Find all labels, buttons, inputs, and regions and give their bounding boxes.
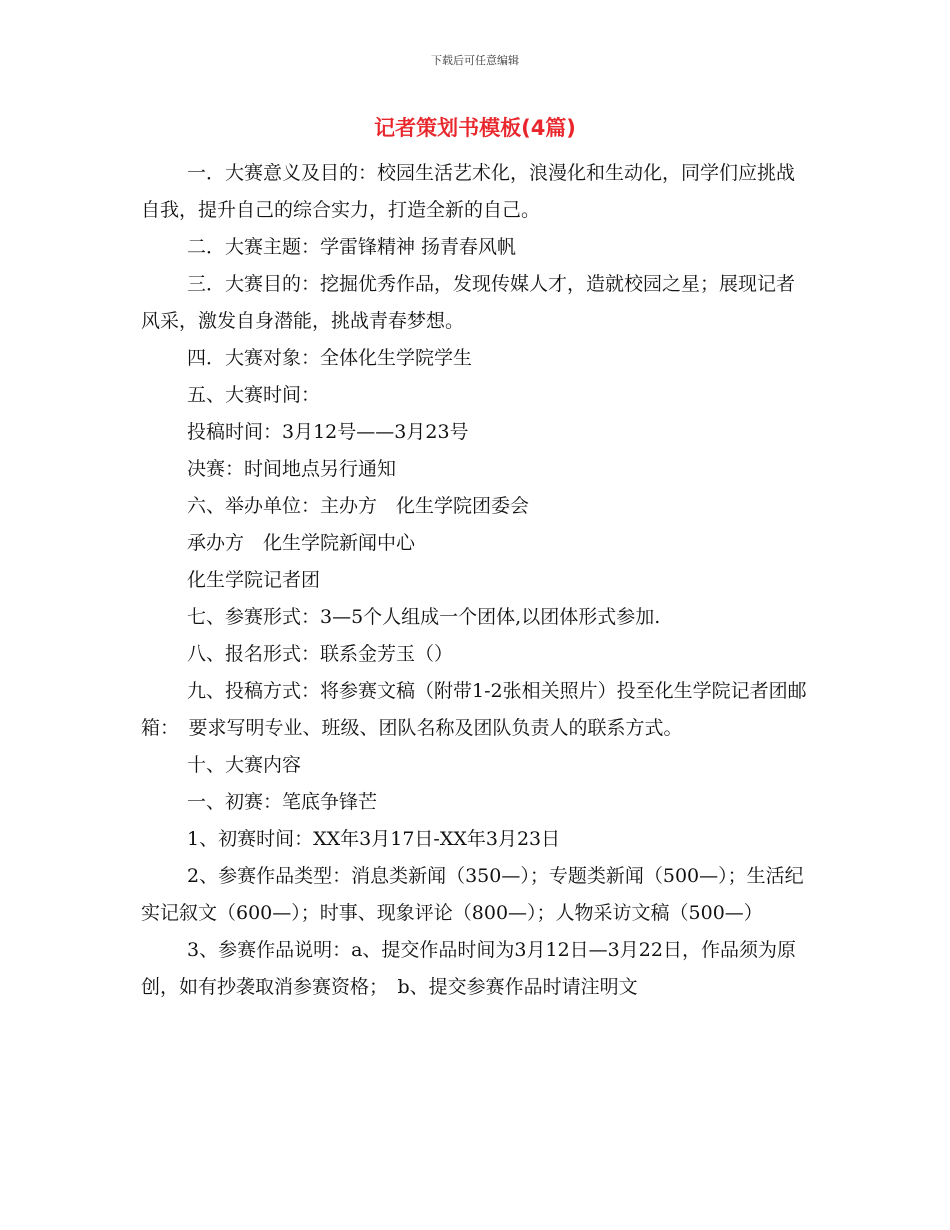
paragraph-co-organizer: 承办方 化生学院新闻中心 bbox=[187, 532, 416, 554]
paragraph-goal: 三．大赛目的：挖掘优秀作品，发现传媒人才，造就校园之星；展现记者风采，激发自身潜能，挑战青春梦想。 bbox=[141, 273, 796, 332]
paragraph-work-notes: 3、参赛作品说明：a、提交作品时间为3月12日—3月22日，作品须为原创，如有抄袭取消参赛资格； b、提交参赛作品时请注明文 bbox=[141, 939, 796, 998]
paragraph-submission-method: 九、投稿方式：将参赛文稿（附带1-2张相关照片）投至化生学院记者团邮箱： 要求写明专业、班级、团队名称及团队负责人的联系方式。 bbox=[141, 680, 807, 739]
header-note: 下载后可任意编辑 bbox=[431, 54, 519, 67]
paragraph-content-heading: 十、大赛内容 bbox=[187, 754, 302, 776]
paragraph-purpose: 一．大赛意义及目的：校园生活艺术化，浪漫化和生动化，同学们应挑战自我，提升自己的综合实力，打造全新的自己。 bbox=[141, 162, 796, 221]
document-body bbox=[141, 155, 809, 1006]
paragraph-final: 决赛：时间地点另行通知 bbox=[187, 458, 397, 480]
paragraph-submission-time: 投稿时间：3月12号——3月23号 bbox=[187, 421, 469, 443]
paragraph-theme: 二．大赛主题：学雷锋精神 扬青春风帆 bbox=[187, 236, 517, 258]
paragraph-time-heading: 五、大赛时间： bbox=[187, 384, 321, 406]
document-title: 记者策划书模板(4篇) bbox=[374, 116, 576, 140]
paragraph-target: 四．大赛对象：全体化生学院学生 bbox=[187, 347, 473, 369]
paragraph-work-types: 2、参赛作品类型：消息类新闻（350—）；专题类新闻（500—）；生活纪实记叙文（600—）；时事、现象评论（800—）；人物采访文稿（500—） bbox=[141, 865, 804, 924]
paragraph-organizer: 六、举办单位：主办方 化生学院团委会 bbox=[187, 495, 530, 517]
paragraph-registration: 八、报名形式：联系金芳玉（） bbox=[187, 643, 454, 665]
paragraph-preliminary: 一、初赛：笔底争锋芒 bbox=[187, 791, 378, 813]
paragraph-reporter-group: 化生学院记者团 bbox=[187, 569, 321, 591]
paragraph-format: 七、参赛形式：3—5个人组成一个团体,以团体形式参加. bbox=[187, 606, 661, 628]
paragraph-preliminary-time: 1、初赛时间：XX年3月17日-XX年3月23日 bbox=[187, 828, 561, 850]
